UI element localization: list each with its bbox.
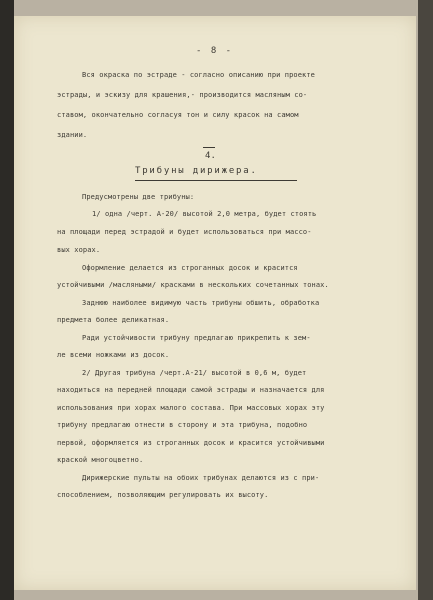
scan-left-edge bbox=[0, 0, 14, 600]
body-line: трибуну предлагаю отнести в сторону и эта трибуна, подобно bbox=[57, 421, 308, 429]
body-line: 2/ Другая трибуна /черт.А-21/ высотой в 0,6 м, будет bbox=[82, 369, 307, 377]
body-line: 1/ одна /черт. А-20/ высотой 2,0 метра, будет стоять bbox=[92, 210, 317, 218]
body-line: устойчивыми /масляными/ красками в нескольких сочетанных тонах. bbox=[57, 281, 329, 289]
body-line: находиться на передней площади самой эстрады и назначается для bbox=[57, 386, 325, 394]
section-number: 4. bbox=[205, 151, 217, 161]
body-line: краской многоцветно. bbox=[57, 456, 144, 464]
body-line: на площади перед эстрадой и будет использоваться при массо- bbox=[57, 228, 312, 236]
paragraph-line: здании. bbox=[57, 131, 88, 139]
body-line: Заднюю наиболее видимую часть трибуны обшить, обработка bbox=[82, 299, 320, 307]
body-line: способлением, позволяющим регулировать их высоту. bbox=[57, 491, 269, 499]
heading-underline bbox=[135, 180, 297, 181]
page-number: - 8 - bbox=[196, 46, 234, 56]
body-line: первой, оформляется из строганных досок и красится устойчивыми bbox=[57, 439, 325, 447]
paragraph-line: эстрады, и эскизу для крашения,- производится масляным со- bbox=[57, 91, 308, 99]
body-line: Оформление делается из строганных досок и красится bbox=[82, 264, 298, 272]
section-dash bbox=[203, 147, 215, 148]
paragraph-line: Вся окраска по эстраде - согласно описанию при проекте bbox=[82, 71, 315, 79]
body-line: использования при хорах малого состава. При массовых хорах эту bbox=[57, 404, 325, 412]
body-line: ле всеми ножками из досок. bbox=[57, 351, 170, 359]
body-line: предмета более деликатная. bbox=[57, 316, 170, 324]
body-line: Дирижерские пульты на обоих трибунах делаются из с при- bbox=[82, 474, 320, 482]
body-line: Предусмотрены две трибуны: bbox=[82, 193, 195, 201]
scan-right-edge bbox=[418, 0, 433, 600]
paragraph-line: ставом, окончательно согласуя тон и силу красок на самом bbox=[57, 111, 299, 119]
body-line: вых хорах. bbox=[57, 246, 101, 254]
body-line: Ради устойчивости трибуну предлагаю прикрепить к зем- bbox=[82, 334, 311, 342]
section-heading: Трибуны дирижера. bbox=[135, 166, 258, 176]
